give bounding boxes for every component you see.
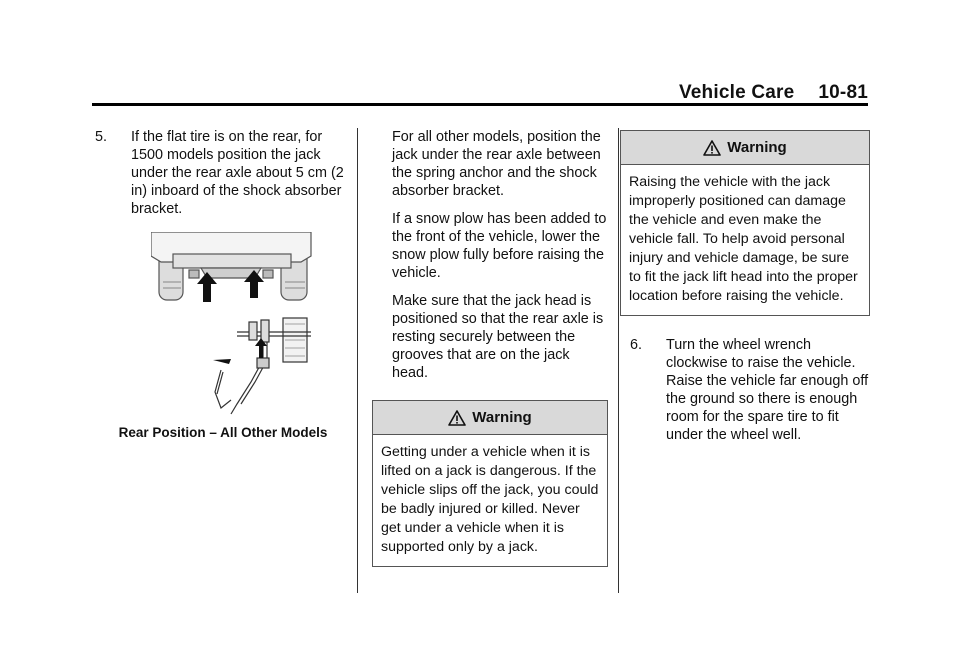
- section-title: Vehicle Care: [678, 82, 795, 103]
- step-number: 5.: [95, 129, 108, 145]
- column-3: [620, 128, 870, 444]
- step-text: Turn the wheel wrench clockwise to raise the vehicle. Raise the vehicle far enough off the ground so there is enough room for the spare tire to fit under the wheel well.: [666, 337, 869, 443]
- column-2: [370, 128, 608, 583]
- step-number: 6.: [630, 337, 643, 353]
- step-text: If the flat tire is on the rear, for 1500 models position the jack under the rear axle about 5 cm (2 in) inboard of the shock absorber bracket.: [131, 129, 344, 217]
- rear-position-illustration: [151, 232, 371, 422]
- step-5: [95, 128, 345, 218]
- warning-title: Warning: [472, 408, 532, 426]
- warning-header: [621, 131, 869, 165]
- header-rule: [92, 103, 868, 106]
- page-number: 10-81: [818, 82, 868, 103]
- warning-body: Raising the vehicle with the jack improperly positioned can damage the vehicle and even make the vehicle fall. To help avoid personal injury and vehicle damage, be sure to fit the jack lift head into the proper location before raising the vehicle.: [629, 174, 858, 304]
- warning-box: [372, 400, 608, 567]
- paragraph: Make sure that the jack head is positioned so that the rear axle is resting securely between the grooves that are on the jack head.: [392, 293, 604, 381]
- page-header: [679, 82, 868, 104]
- warning-body: Getting under a vehicle when it is lifted on a jack is dangerous. If the vehicle slips off the jack, you could be badly injured or killed. Never get under a vehicle when it is supported only by a jack.: [381, 444, 599, 555]
- step-6: [630, 336, 870, 444]
- warning-header: [373, 401, 607, 435]
- column-1: [95, 128, 345, 442]
- warning-triangle-icon: [448, 410, 466, 426]
- warning-box: [620, 130, 870, 316]
- figure-caption: Rear Position – All Other Models: [118, 425, 328, 440]
- warning-triangle-icon: [703, 140, 721, 156]
- paragraph: For all other models, position the jack under the rear axle between the spring anchor and the shock absorber bracket.: [392, 129, 601, 199]
- paragraph: If a snow plow has been added to the front of the vehicle, lower the snow plow fully before raising the vehicle.: [392, 211, 607, 281]
- warning-title: Warning: [727, 138, 787, 156]
- column-divider: [618, 128, 619, 593]
- jack-position-illustration: [151, 232, 371, 422]
